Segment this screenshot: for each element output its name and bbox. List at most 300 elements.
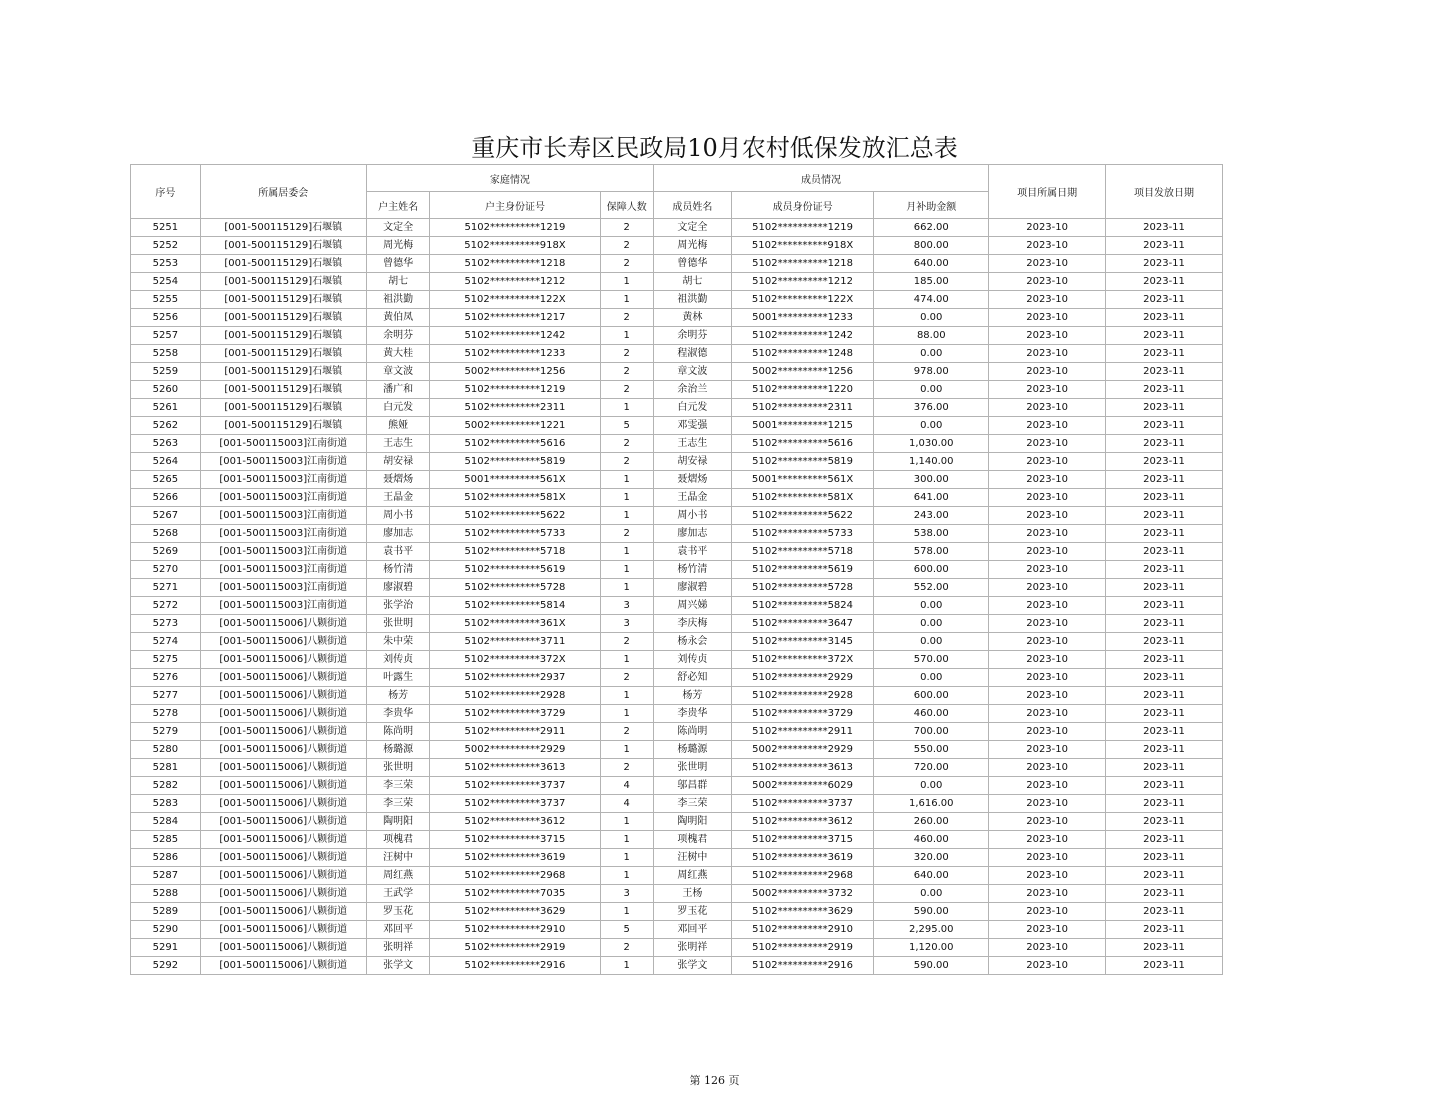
- cell-member-name: 胡安禄: [653, 453, 731, 471]
- cell-member-name: 聂熠炀: [653, 471, 731, 489]
- cell-member-name: 李庆梅: [653, 615, 731, 633]
- cell-head-id: 5102**********3737: [430, 777, 600, 795]
- cell-amount: 640.00: [874, 867, 989, 885]
- cell-member-name: 邬昌群: [653, 777, 731, 795]
- cell-issue: 2023-11: [1106, 921, 1223, 939]
- table-row: [131, 741, 1223, 759]
- cell-committee: [001-500115006]八颗街道: [200, 669, 366, 687]
- cell-head-id: 5102**********361X: [430, 615, 600, 633]
- table-row: [131, 579, 1223, 597]
- table-row: [131, 525, 1223, 543]
- cell-seq: 5259: [131, 363, 201, 381]
- cell-head-id: 5102**********5728: [430, 579, 600, 597]
- cell-member-name: 文定全: [653, 219, 731, 237]
- cell-issue: 2023-11: [1106, 255, 1223, 273]
- cell-seq: 5280: [131, 741, 201, 759]
- cell-head-id: 5102**********3711: [430, 633, 600, 651]
- cell-head-name: 张世明: [366, 615, 430, 633]
- cell-count: 2: [600, 255, 653, 273]
- cell-head-name: 王武学: [366, 885, 430, 903]
- cell-issue: 2023-11: [1106, 543, 1223, 561]
- cell-member-id: 5102**********2916: [731, 957, 874, 975]
- table-row: [131, 417, 1223, 435]
- cell-head-id: 5102**********3715: [430, 831, 600, 849]
- cell-committee: [001-500115006]八颗街道: [200, 867, 366, 885]
- cell-period: 2023-10: [989, 957, 1106, 975]
- cell-committee: [001-500115129]石堰镇: [200, 309, 366, 327]
- cell-member-id: 5102**********2968: [731, 867, 874, 885]
- cell-head-name: 潘广和: [366, 381, 430, 399]
- cell-member-id: 5102**********3629: [731, 903, 874, 921]
- cell-member-id: 5102**********3619: [731, 849, 874, 867]
- cell-head-id: 5102**********1217: [430, 309, 600, 327]
- header-family: 家庭情况: [366, 165, 653, 192]
- cell-period: 2023-10: [989, 327, 1106, 345]
- cell-member-name: 李贵华: [653, 705, 731, 723]
- cell-count: 1: [600, 471, 653, 489]
- cell-amount: 700.00: [874, 723, 989, 741]
- cell-period: 2023-10: [989, 363, 1106, 381]
- cell-member-id: 5102**********3715: [731, 831, 874, 849]
- cell-member-id: 5102**********3613: [731, 759, 874, 777]
- cell-member-name: 王杨: [653, 885, 731, 903]
- cell-issue: 2023-11: [1106, 777, 1223, 795]
- table-row: [131, 651, 1223, 669]
- cell-amount: 1,030.00: [874, 435, 989, 453]
- cell-period: 2023-10: [989, 291, 1106, 309]
- cell-count: 1: [600, 273, 653, 291]
- table-row: [131, 957, 1223, 975]
- cell-member-id: 5102**********3145: [731, 633, 874, 651]
- cell-count: 2: [600, 237, 653, 255]
- cell-committee: [001-500115006]八颗街道: [200, 795, 366, 813]
- cell-member-name: 杨璐源: [653, 741, 731, 759]
- cell-head-name: 杨芳: [366, 687, 430, 705]
- table-row: [131, 471, 1223, 489]
- cell-head-id: 5102**********2937: [430, 669, 600, 687]
- header-member-id: 成员身份证号: [731, 192, 874, 219]
- cell-count: 1: [600, 849, 653, 867]
- cell-seq: 5268: [131, 525, 201, 543]
- cell-period: 2023-10: [989, 831, 1106, 849]
- cell-issue: 2023-11: [1106, 381, 1223, 399]
- header-member: 成员情况: [653, 165, 988, 192]
- cell-member-name: 舒必知: [653, 669, 731, 687]
- cell-issue: 2023-11: [1106, 831, 1223, 849]
- cell-seq: 5255: [131, 291, 201, 309]
- cell-head-id: 5102**********2911: [430, 723, 600, 741]
- cell-seq: 5274: [131, 633, 201, 651]
- cell-amount: 0.00: [874, 381, 989, 399]
- cell-head-id: 5102**********1212: [430, 273, 600, 291]
- cell-seq: 5273: [131, 615, 201, 633]
- cell-count: 4: [600, 795, 653, 813]
- cell-seq: 5292: [131, 957, 201, 975]
- cell-member-id: 5102**********3729: [731, 705, 874, 723]
- cell-issue: 2023-11: [1106, 939, 1223, 957]
- cell-issue: 2023-11: [1106, 705, 1223, 723]
- table-row: [131, 381, 1223, 399]
- table-row: [131, 255, 1223, 273]
- cell-member-id: 5102**********3737: [731, 795, 874, 813]
- cell-head-name: 项槐君: [366, 831, 430, 849]
- cell-committee: [001-500115129]石堰镇: [200, 255, 366, 273]
- table-row: [131, 633, 1223, 651]
- table-row: [131, 885, 1223, 903]
- cell-committee: [001-500115006]八颗街道: [200, 759, 366, 777]
- cell-member-name: 汪树中: [653, 849, 731, 867]
- cell-member-name: 周兴娣: [653, 597, 731, 615]
- cell-committee: [001-500115006]八颗街道: [200, 705, 366, 723]
- cell-head-name: 黄伯凤: [366, 309, 430, 327]
- cell-amount: 538.00: [874, 525, 989, 543]
- cell-head-id: 5102**********3619: [430, 849, 600, 867]
- cell-committee: [001-500115006]八颗街道: [200, 885, 366, 903]
- cell-period: 2023-10: [989, 381, 1106, 399]
- cell-seq: 5254: [131, 273, 201, 291]
- cell-issue: 2023-11: [1106, 327, 1223, 345]
- cell-amount: 0.00: [874, 615, 989, 633]
- cell-member-name: 余明芬: [653, 327, 731, 345]
- cell-head-name: 余明芬: [366, 327, 430, 345]
- cell-committee: [001-500115003]江南街道: [200, 525, 366, 543]
- cell-committee: [001-500115006]八颗街道: [200, 849, 366, 867]
- table-row: [131, 237, 1223, 255]
- cell-seq: 5278: [131, 705, 201, 723]
- cell-count: 1: [600, 399, 653, 417]
- cell-period: 2023-10: [989, 597, 1106, 615]
- cell-count: 2: [600, 939, 653, 957]
- cell-period: 2023-10: [989, 903, 1106, 921]
- header-committee: 所属居委会: [200, 165, 366, 219]
- cell-head-id: 5102**********1233: [430, 345, 600, 363]
- cell-period: 2023-10: [989, 615, 1106, 633]
- cell-amount: 590.00: [874, 903, 989, 921]
- cell-amount: 1,140.00: [874, 453, 989, 471]
- cell-seq: 5253: [131, 255, 201, 273]
- table-row: [131, 363, 1223, 381]
- cell-head-name: 熊娅: [366, 417, 430, 435]
- cell-seq: 5277: [131, 687, 201, 705]
- cell-member-id: 5102**********1219: [731, 219, 874, 237]
- cell-head-id: 5102**********5733: [430, 525, 600, 543]
- cell-seq: 5256: [131, 309, 201, 327]
- cell-head-id: 5102**********1219: [430, 381, 600, 399]
- cell-member-name: 曾德华: [653, 255, 731, 273]
- cell-count: 3: [600, 885, 653, 903]
- relief-table: [130, 164, 1223, 975]
- cell-issue: 2023-11: [1106, 507, 1223, 525]
- cell-committee: [001-500115129]石堰镇: [200, 345, 366, 363]
- cell-amount: 320.00: [874, 849, 989, 867]
- cell-count: 1: [600, 507, 653, 525]
- cell-committee: [001-500115006]八颗街道: [200, 921, 366, 939]
- cell-head-name: 黄大桂: [366, 345, 430, 363]
- cell-member-name: 刘传贞: [653, 651, 731, 669]
- cell-head-id: 5102**********2311: [430, 399, 600, 417]
- cell-period: 2023-10: [989, 273, 1106, 291]
- cell-head-id: 5102**********3729: [430, 705, 600, 723]
- table-row: [131, 723, 1223, 741]
- cell-head-name: 杨璐源: [366, 741, 430, 759]
- cell-count: 4: [600, 777, 653, 795]
- cell-member-id: 5102**********3647: [731, 615, 874, 633]
- table-row: [131, 831, 1223, 849]
- cell-period: 2023-10: [989, 399, 1106, 417]
- cell-head-id: 5102**********3629: [430, 903, 600, 921]
- cell-seq: 5272: [131, 597, 201, 615]
- cell-issue: 2023-11: [1106, 471, 1223, 489]
- cell-amount: 578.00: [874, 543, 989, 561]
- cell-seq: 5281: [131, 759, 201, 777]
- cell-count: 5: [600, 417, 653, 435]
- cell-period: 2023-10: [989, 453, 1106, 471]
- cell-committee: [001-500115006]八颗街道: [200, 741, 366, 759]
- cell-head-id: 5102**********5619: [430, 561, 600, 579]
- header-member-name: 成员姓名: [653, 192, 731, 219]
- cell-issue: 2023-11: [1106, 597, 1223, 615]
- cell-member-id: 5001**********1215: [731, 417, 874, 435]
- cell-head-name: 张学治: [366, 597, 430, 615]
- cell-issue: 2023-11: [1106, 561, 1223, 579]
- cell-issue: 2023-11: [1106, 309, 1223, 327]
- cell-committee: [001-500115006]八颗街道: [200, 957, 366, 975]
- cell-member-name: 杨永会: [653, 633, 731, 651]
- cell-amount: 2,295.00: [874, 921, 989, 939]
- cell-member-name: 罗玉花: [653, 903, 731, 921]
- cell-head-id: 5102**********2968: [430, 867, 600, 885]
- cell-member-id: 5102**********5824: [731, 597, 874, 615]
- cell-count: 1: [600, 705, 653, 723]
- cell-committee: [001-500115006]八颗街道: [200, 633, 366, 651]
- cell-period: 2023-10: [989, 795, 1106, 813]
- cell-head-name: 刘传贞: [366, 651, 430, 669]
- cell-issue: 2023-11: [1106, 795, 1223, 813]
- table-row: [131, 291, 1223, 309]
- cell-head-name: 杨竹清: [366, 561, 430, 579]
- cell-committee: [001-500115003]江南街道: [200, 435, 366, 453]
- cell-period: 2023-10: [989, 633, 1106, 651]
- cell-issue: 2023-11: [1106, 903, 1223, 921]
- cell-count: 1: [600, 543, 653, 561]
- cell-head-name: 陶明阳: [366, 813, 430, 831]
- table-row: [131, 273, 1223, 291]
- cell-member-id: 5102**********5616: [731, 435, 874, 453]
- table-row: [131, 435, 1223, 453]
- cell-head-id: 5102**********2910: [430, 921, 600, 939]
- cell-count: 2: [600, 669, 653, 687]
- cell-head-id: 5102**********2928: [430, 687, 600, 705]
- cell-member-id: 5102**********2929: [731, 669, 874, 687]
- cell-member-name: 王晶金: [653, 489, 731, 507]
- cell-count: 2: [600, 525, 653, 543]
- cell-count: 1: [600, 867, 653, 885]
- cell-issue: 2023-11: [1106, 669, 1223, 687]
- cell-member-name: 陈尚明: [653, 723, 731, 741]
- cell-amount: 600.00: [874, 687, 989, 705]
- cell-amount: 550.00: [874, 741, 989, 759]
- cell-amount: 376.00: [874, 399, 989, 417]
- cell-member-id: 5002**********3732: [731, 885, 874, 903]
- cell-head-name: 周红燕: [366, 867, 430, 885]
- cell-seq: 5285: [131, 831, 201, 849]
- cell-period: 2023-10: [989, 309, 1106, 327]
- cell-head-name: 李贵华: [366, 705, 430, 723]
- cell-committee: [001-500115006]八颗街道: [200, 939, 366, 957]
- cell-member-id: 5102**********5819: [731, 453, 874, 471]
- cell-member-id: 5102**********1248: [731, 345, 874, 363]
- cell-amount: 1,616.00: [874, 795, 989, 813]
- cell-head-id: 5102**********918X: [430, 237, 600, 255]
- cell-head-id: 5102**********3737: [430, 795, 600, 813]
- cell-seq: 5252: [131, 237, 201, 255]
- cell-period: 2023-10: [989, 651, 1106, 669]
- cell-member-id: 5102**********2910: [731, 921, 874, 939]
- cell-member-id: 5102**********3612: [731, 813, 874, 831]
- table-row: [131, 777, 1223, 795]
- cell-member-name: 邓雯强: [653, 417, 731, 435]
- table-header: [131, 165, 1223, 219]
- table-row: [131, 597, 1223, 615]
- cell-seq: 5291: [131, 939, 201, 957]
- cell-issue: 2023-11: [1106, 363, 1223, 381]
- cell-seq: 5269: [131, 543, 201, 561]
- cell-count: 2: [600, 723, 653, 741]
- cell-head-id: 5002**********1256: [430, 363, 600, 381]
- cell-member-name: 白元发: [653, 399, 731, 417]
- cell-head-name: 张世明: [366, 759, 430, 777]
- cell-member-id: 5102**********5622: [731, 507, 874, 525]
- cell-seq: 5261: [131, 399, 201, 417]
- cell-member-id: 5001**********1233: [731, 309, 874, 327]
- cell-count: 1: [600, 327, 653, 345]
- cell-seq: 5275: [131, 651, 201, 669]
- table-row: [131, 345, 1223, 363]
- cell-seq: 5284: [131, 813, 201, 831]
- cell-seq: 5287: [131, 867, 201, 885]
- cell-committee: [001-500115129]石堰镇: [200, 327, 366, 345]
- cell-period: 2023-10: [989, 939, 1106, 957]
- cell-seq: 5266: [131, 489, 201, 507]
- cell-issue: 2023-11: [1106, 435, 1223, 453]
- cell-issue: 2023-11: [1106, 489, 1223, 507]
- cell-committee: [001-500115129]石堰镇: [200, 291, 366, 309]
- cell-head-name: 邓回平: [366, 921, 430, 939]
- table-row: [131, 615, 1223, 633]
- cell-member-id: 5102**********2311: [731, 399, 874, 417]
- table-row: [131, 705, 1223, 723]
- cell-member-id: 5102**********581X: [731, 489, 874, 507]
- cell-committee: [001-500115129]石堰镇: [200, 237, 366, 255]
- cell-count: 1: [600, 489, 653, 507]
- cell-seq: 5282: [131, 777, 201, 795]
- cell-head-id: 5102**********7035: [430, 885, 600, 903]
- cell-committee: [001-500115006]八颗街道: [200, 687, 366, 705]
- cell-head-name: 张明祥: [366, 939, 430, 957]
- cell-issue: 2023-11: [1106, 237, 1223, 255]
- cell-member-id: 5102**********1242: [731, 327, 874, 345]
- cell-head-id: 5102**********581X: [430, 489, 600, 507]
- cell-count: 2: [600, 759, 653, 777]
- cell-member-name: 胡七: [653, 273, 731, 291]
- cell-committee: [001-500115003]江南街道: [200, 543, 366, 561]
- cell-issue: 2023-11: [1106, 759, 1223, 777]
- cell-seq: 5288: [131, 885, 201, 903]
- header-count: 保障人数: [600, 192, 653, 219]
- cell-period: 2023-10: [989, 507, 1106, 525]
- cell-period: 2023-10: [989, 759, 1106, 777]
- cell-head-name: 李三荣: [366, 795, 430, 813]
- cell-head-id: 5102**********1242: [430, 327, 600, 345]
- cell-committee: [001-500115003]江南街道: [200, 507, 366, 525]
- cell-seq: 5251: [131, 219, 201, 237]
- cell-amount: 260.00: [874, 813, 989, 831]
- cell-period: 2023-10: [989, 705, 1106, 723]
- cell-committee: [001-500115006]八颗街道: [200, 813, 366, 831]
- cell-committee: [001-500115006]八颗街道: [200, 723, 366, 741]
- cell-amount: 0.00: [874, 633, 989, 651]
- cell-head-id: 5002**********1221: [430, 417, 600, 435]
- cell-issue: 2023-11: [1106, 723, 1223, 741]
- cell-member-id: 5102**********918X: [731, 237, 874, 255]
- cell-seq: 5286: [131, 849, 201, 867]
- cell-amount: 720.00: [874, 759, 989, 777]
- cell-amount: 662.00: [874, 219, 989, 237]
- cell-count: 1: [600, 813, 653, 831]
- cell-amount: 600.00: [874, 561, 989, 579]
- cell-count: 1: [600, 741, 653, 759]
- cell-issue: 2023-11: [1106, 741, 1223, 759]
- cell-count: 3: [600, 597, 653, 615]
- cell-committee: [001-500115129]石堰镇: [200, 381, 366, 399]
- cell-period: 2023-10: [989, 579, 1106, 597]
- cell-member-name: 祖洪勤: [653, 291, 731, 309]
- cell-member-id: 5102**********122X: [731, 291, 874, 309]
- cell-period: 2023-10: [989, 723, 1106, 741]
- header-period: 项目所属日期: [989, 165, 1106, 219]
- cell-seq: 5270: [131, 561, 201, 579]
- cell-period: 2023-10: [989, 813, 1106, 831]
- cell-issue: 2023-11: [1106, 417, 1223, 435]
- cell-count: 2: [600, 633, 653, 651]
- cell-committee: [001-500115006]八颗街道: [200, 651, 366, 669]
- cell-member-id: 5102**********5718: [731, 543, 874, 561]
- cell-amount: 185.00: [874, 273, 989, 291]
- cell-member-name: 陶明阳: [653, 813, 731, 831]
- cell-issue: 2023-11: [1106, 633, 1223, 651]
- cell-amount: 300.00: [874, 471, 989, 489]
- cell-period: 2023-10: [989, 561, 1106, 579]
- cell-amount: 0.00: [874, 345, 989, 363]
- cell-seq: 5283: [131, 795, 201, 813]
- cell-head-name: 章文波: [366, 363, 430, 381]
- cell-issue: 2023-11: [1106, 651, 1223, 669]
- cell-amount: 570.00: [874, 651, 989, 669]
- cell-member-id: 5102**********372X: [731, 651, 874, 669]
- cell-period: 2023-10: [989, 849, 1106, 867]
- cell-committee: [001-500115003]江南街道: [200, 561, 366, 579]
- cell-head-id: 5102**********5718: [430, 543, 600, 561]
- cell-member-id: 5102**********1218: [731, 255, 874, 273]
- cell-member-name: 廖加志: [653, 525, 731, 543]
- table-row: [131, 399, 1223, 417]
- cell-seq: 5260: [131, 381, 201, 399]
- cell-amount: 978.00: [874, 363, 989, 381]
- cell-committee: [001-500115129]石堰镇: [200, 399, 366, 417]
- cell-head-name: 罗玉花: [366, 903, 430, 921]
- cell-member-name: 黄林: [653, 309, 731, 327]
- cell-member-name: 杨芳: [653, 687, 731, 705]
